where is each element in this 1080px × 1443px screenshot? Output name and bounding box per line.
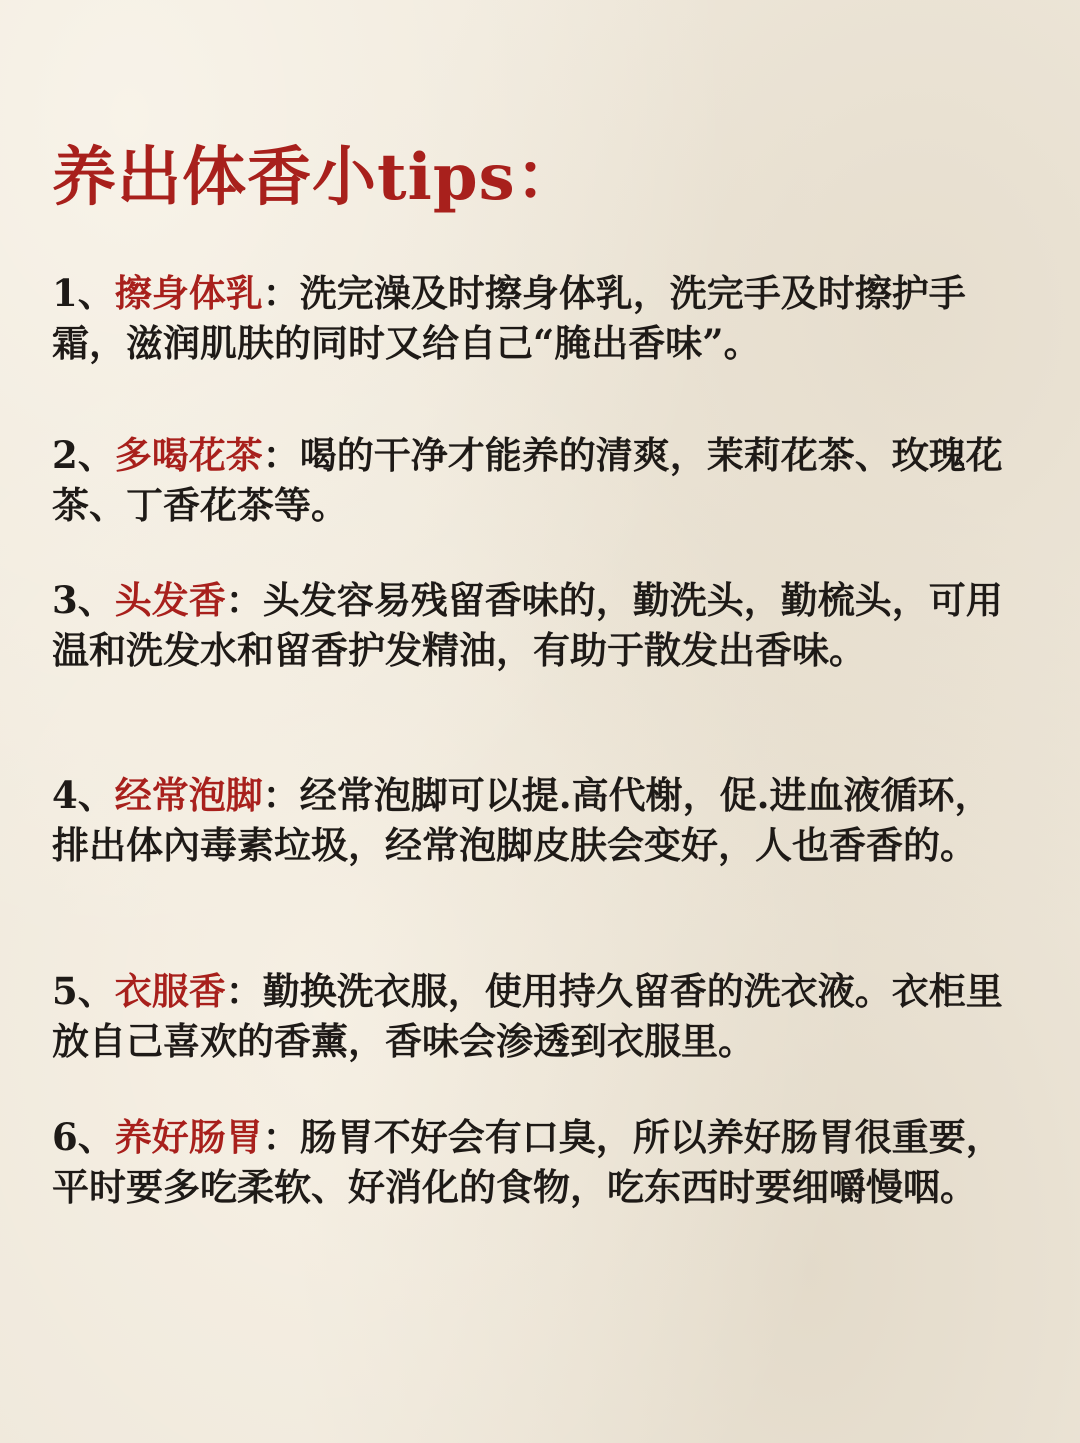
tip-separator: ： — [262, 1115, 300, 1159]
tip-separator: ： — [225, 969, 263, 1013]
tip-heading: 养好肠胃 — [114, 1115, 263, 1159]
tip-separator: ： — [262, 271, 300, 315]
tip-item-body-lotion — [52, 268, 1028, 368]
tip-heading: 多喝花茶 — [114, 433, 263, 477]
tip-separator: ： — [262, 773, 300, 817]
tip-number: 1、 — [52, 271, 115, 315]
tip-item-gut-health — [52, 1112, 1028, 1212]
tip-body: 喝的干净才能养的清爽，茉莉花茶、玫瑰花茶、丁香花茶等。 — [52, 433, 1003, 527]
tip-item-flower-tea — [52, 430, 1028, 530]
tip-body: 头发容易残留香味的，勤洗头，勤梳头，可用温和洗发水和留香护发精油，有助于散发出香味。 — [52, 578, 1003, 672]
tip-body: 经常泡脚可以提.高代榭，促.进血液循环，排出体內毒素垃圾，经常泡脚皮肤会变好，人也香香的。 — [52, 773, 992, 867]
tip-separator: ： — [262, 433, 300, 477]
tip-number: 6、 — [52, 1115, 115, 1159]
tip-heading: 擦身体乳 — [114, 271, 263, 315]
tip-number: 4、 — [52, 773, 115, 817]
tip-separator: ： — [225, 578, 263, 622]
tip-heading: 衣服香 — [114, 969, 226, 1013]
tip-number: 2、 — [52, 433, 115, 477]
tip-heading: 头发香 — [114, 578, 226, 622]
tip-item-hair-scent — [52, 575, 1028, 675]
tip-body: 洗完澡及时擦身体乳，洗完手及时擦护手霜，滋润肌肤的同时又给自己“腌出香味”。 — [52, 271, 966, 365]
tip-item-clothes-scent — [52, 966, 1028, 1066]
tip-body: 勤换洗衣服，使用持久留香的洗衣液。衣柜里放自己喜欢的香薰，香味会渗透到衣服里。 — [52, 969, 1003, 1063]
tip-number: 5、 — [52, 969, 115, 1013]
tip-body: 肠胃不好会有口臭，所以养好肠胃很重要，平时要多吃柔软、好消化的食物，吃东西时要细嚼慢咽。 — [52, 1115, 1003, 1209]
tip-heading: 经常泡脚 — [114, 773, 263, 817]
tip-number: 3、 — [52, 578, 115, 622]
page-title: 养出体香小tips： — [52, 140, 581, 215]
tip-item-foot-soak — [52, 770, 1028, 870]
